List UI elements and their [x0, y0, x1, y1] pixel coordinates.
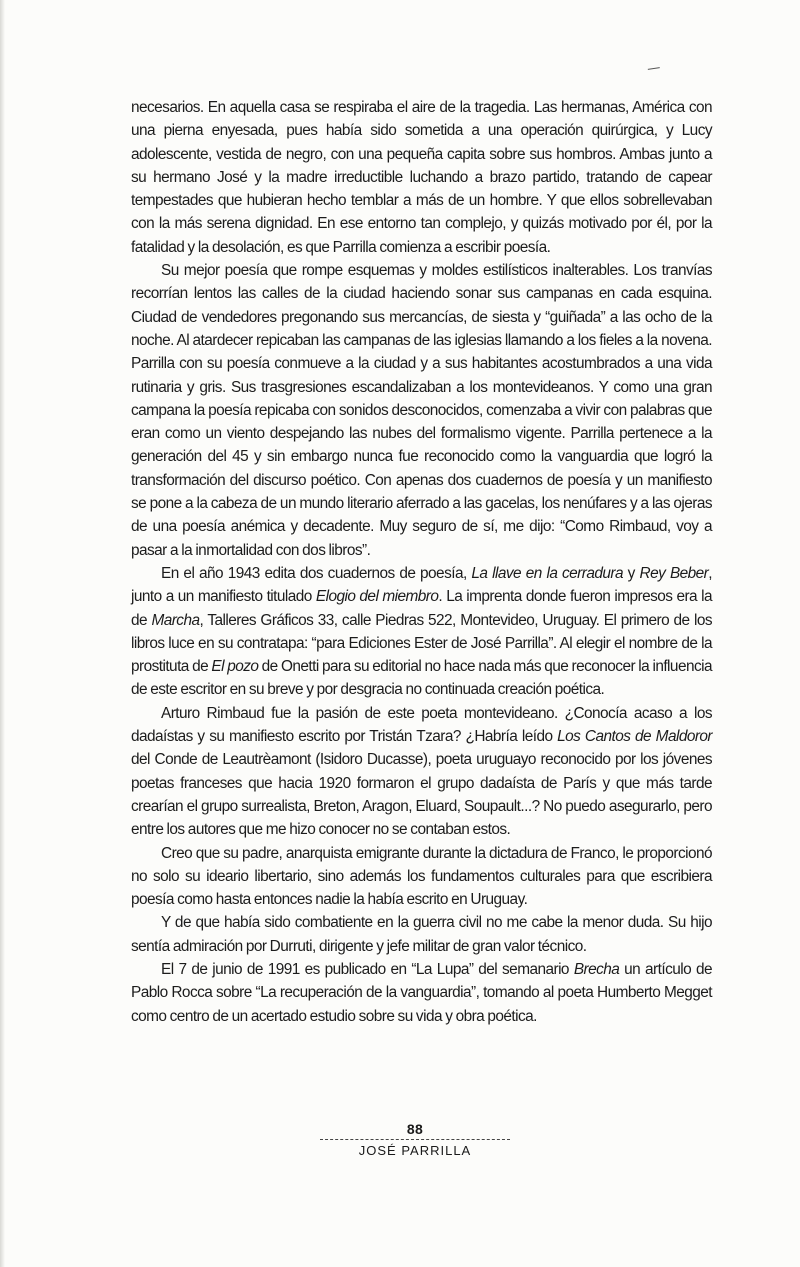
- book-title-italic: Los Cantos de Maldoror: [557, 728, 713, 746]
- body-text: [131, 96, 712, 1028]
- text-run: Arturo Rimbaud fue la pasión de este poeta montevideano. ¿Conocía acaso a los dadaístas y su manifiesto escrito por Tristán Tzara? ¿Habría leído: [131, 704, 712, 746]
- stray-pen-mark: [648, 67, 660, 73]
- page-gutter-shadow: [0, 0, 5, 1267]
- text-run: de Onetti para su editorial no hace nada más que reconocer la influencia de este escritor en su breve y por desgracia no continuada creación poética.: [131, 658, 712, 699]
- book-title-italic: La llave en la cerradura: [471, 564, 623, 582]
- text-run: un artículo de Pablo Rocca sobre “La recuperación de la vanguardia”, tomando al poeta Humberto Megget como centro de un acertado estudio sobre su vida y obra poética.: [131, 960, 712, 1025]
- text-run: Creo que su padre, anarquista emigrante durante la dictadura de Franco, le proporcionó no solo su ideario libertario, sino además los fundamentos culturales para que escribiera poesía como hasta entonces nadie la había escrito en Uruguay.: [131, 844, 712, 909]
- text-run: , junto a un manifiesto titulado: [131, 564, 712, 606]
- paragraph: [131, 911, 712, 958]
- text-run: , Talleres Gráficos 33, calle Piedras 522, Montevideo, Uruguay. El primero de los libros luce en su contratapa: “para Ediciones Ester de José Parrilla”. Al elegir el nombre de la prostituta de: [131, 611, 712, 676]
- text-run: Su mejor poesía que rompe esquemas y moldes estilísticos inalterables. Los tranvías recorrían lentos las calles de la ciudad haciendo sonar sus campanas en cada esquina. Ciudad de vendedores pregonando sus mercancías, de siesta y “guiñada” a las ocho de la noche. Al atardecer repicaban las campanas de las iglesias llamando a los fieles a la novena. Parrilla con su poesía conmueve a la ciudad y a sus habitantes acostumbrados a una vida rutinaria y gris. Sus trasgresiones escandalizaban a los montevideanos. Y como una gran campana la poesía repicaba con sonidos desconocidos, comenzaba a vivir con palabras que eran como un viento despejando las nubes del formalismo vigente. Parrilla pertenece a la generación del 45 y sin embargo nunca fue reconocido como la vanguardia que logró la transformación del discurso poético. Con apenas dos cuadernos de poesía y un manifiesto se pone a la cabeza de un mundo literario aferrado a las gacelas, los nenúfares y a las ojeras de una poesía anémica y decadente. Muy seguro de sí, me dijo: “Como Rimbaud, voy a pasar a la inmortalidad con dos libros”.: [131, 262, 712, 559]
- publication-title-italic: Brecha: [573, 960, 620, 978]
- paragraph: [131, 958, 712, 1028]
- text-run: y: [622, 564, 640, 582]
- book-title-italic: El pozo: [211, 658, 259, 676]
- text-run: Y de que había sido combatiente en la guerra civil no me cabe la menor duda. Su hijo sentía admiración por Durruti, dirigente y jefe militar de gran valor técnico.: [131, 914, 712, 955]
- text-run: . La imprenta donde fueron impresos era la de: [131, 588, 712, 629]
- text-run: del Conde de Leautrèamont (Isidoro Ducasse), poeta uruguayo reconocido por los jóvenes poetas franceses que hacia 1920 formaron el grupo dadaísta de París y que más tarde crearían el grupo surrealista, Breton, Aragon, Eluard, Soupault...? No puedo asegurarlo, pero entre los autores que me hizo conocer no se contaban estos.: [131, 751, 712, 839]
- publication-title-italic: Marcha: [151, 611, 200, 629]
- text-run: El 7 de junio de 1991 es publicado en “La Lupa” del semanario: [161, 960, 574, 978]
- book-title-italic: Elogio del miembro: [315, 588, 439, 606]
- paragraph: [131, 562, 712, 702]
- page-number: 88: [406, 1121, 424, 1137]
- book-title-italic: Rey Beber: [639, 564, 709, 582]
- paragraph: [131, 259, 712, 562]
- paragraph: [131, 96, 712, 259]
- text-run: necesarios. En aquella casa se respiraba el aire de la tragedia. Las hermanas, América con una pierna enyesada, pues había sido sometida a una operación quirúrgica, y Lucy adolescente, vestida de negro, con una pequeña capita sobre sus hombros. Ambas junto a su hermano José y la madre irreductible luchando a brazo partido, tratando de capear tempestades que hubieran hecho temblar a más de un hombre. Y que ellos sobrellevaban con la más serena dignidad. En ese entorno tan complejo, y quizás motivado por él, por la fatalidad y la desolación, es que Parrilla comienza a escribir poesía.: [131, 99, 712, 256]
- paragraph: [131, 842, 712, 912]
- page-footer: [320, 1121, 510, 1158]
- footer-dashed-rule: [320, 1139, 510, 1140]
- text-run: En el año 1943 edita dos cuadernos de poesía,: [161, 564, 472, 582]
- paragraph: [131, 702, 712, 842]
- running-footer-author: JOSÉ PARRILLA: [358, 1143, 472, 1158]
